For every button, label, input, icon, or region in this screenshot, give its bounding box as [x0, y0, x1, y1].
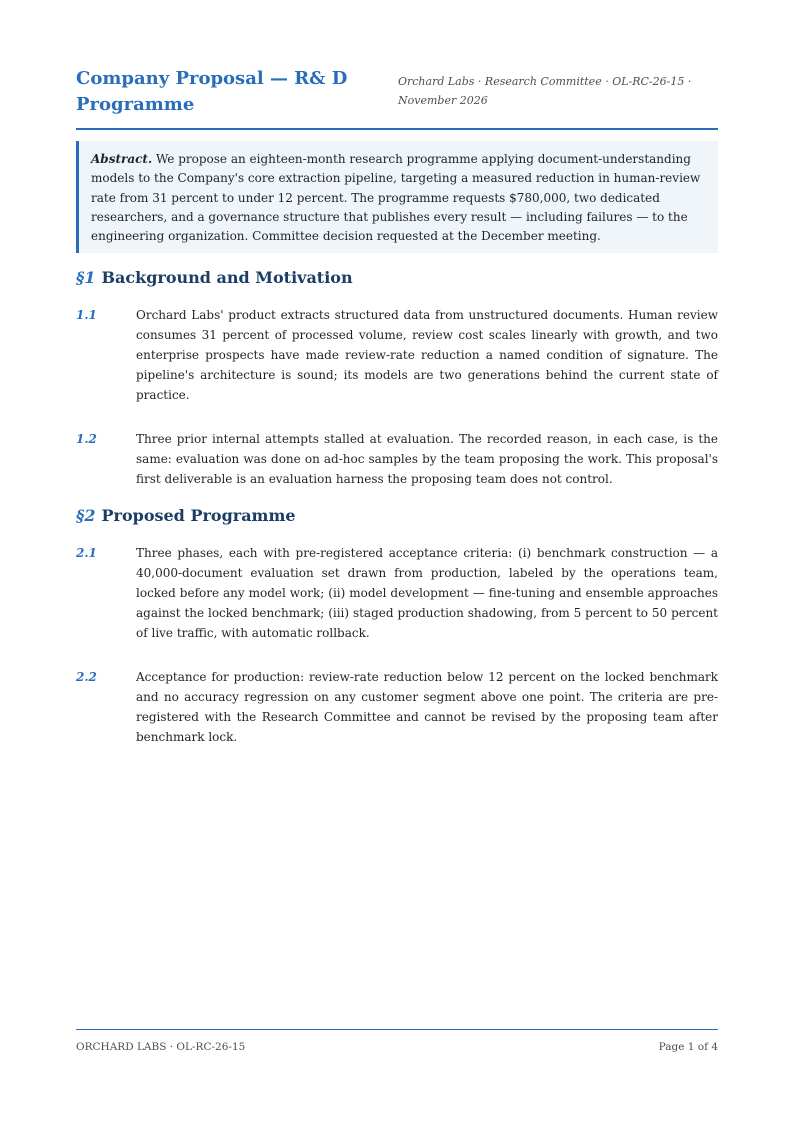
document-header [76, 66, 718, 130]
section-heading-programme [76, 505, 296, 527]
section-title: Background and Motivation [101, 268, 353, 287]
section-title: Proposed Programme [101, 506, 296, 525]
document-title: Company Proposal — R& D Programme [76, 68, 348, 115]
section-number: §2 [76, 506, 96, 525]
page-number: Page 1 of 4 [658, 1041, 718, 1053]
clause-text: Three phases, each with pre-registered acceptance criteria: (i) benchmark construction — a 40,000-document evaluation set drawn from production, labeled by the operations team, locked before any model work; (ii) model development — fine-tuning and ensemble approaches against the locked benchmark; (iii) staged production shadowing, from 5 percent to 50 percent of live traffic, with automatic rollback. [136, 546, 718, 640]
clause-text: Orchard Labs' product extracts structured data from unstructured documents. Human review consumes 31 percent of processed volume, review cost scales linearly with growth, and two enterprise prospects have made review-rate reduction a named condition of signature. The pipeline's architecture is sound; its models are two generations behind the current state of practice. [136, 308, 718, 402]
footer-document-id: ORCHARD LABS · OL-RC-26-15 [76, 1041, 246, 1053]
section-number: §1 [76, 268, 96, 287]
clause-number: 2.1 [76, 546, 97, 560]
abstract-box [76, 141, 718, 253]
abstract-text: We propose an eighteen-month research programme applying document-understanding models to the Company's core extraction pipeline, targeting a measured reduction in human-review rate from 31 percent to under 12 percent. The programme requests $780,000, two dedicated researchers, and a governance structure that publishes every result — including failures — to the engineering organization. Committee decision requested at the December meeting. [91, 152, 701, 244]
clause-number: 1.1 [76, 308, 97, 322]
document-meta: Orchard Labs · Research Committee · OL-RC-26-15 · November 2026 [398, 75, 692, 107]
section-heading-background [76, 267, 353, 289]
page-footer [76, 1029, 718, 1060]
clause-text: Three prior internal attempts stalled at evaluation. The recorded reason, in each case, is the same: evaluation was done on ad-hoc samples by the team proposing the work. This proposal's first deliverable is an evaluation harness the proposing team does not control. [136, 432, 718, 486]
document-page [76, 0, 718, 1123]
clause-number: 1.2 [76, 432, 97, 446]
abstract-label: Abstract. [91, 152, 153, 166]
clause-text: Acceptance for production: review-rate reduction below 12 percent on the locked benchmark and no accuracy regression on any customer segment above one point. The criteria are pre-registered with the Research Committee and cannot be revised by the proposing team after benchmark lock. [136, 670, 718, 744]
clause-number: 2.2 [76, 670, 97, 684]
